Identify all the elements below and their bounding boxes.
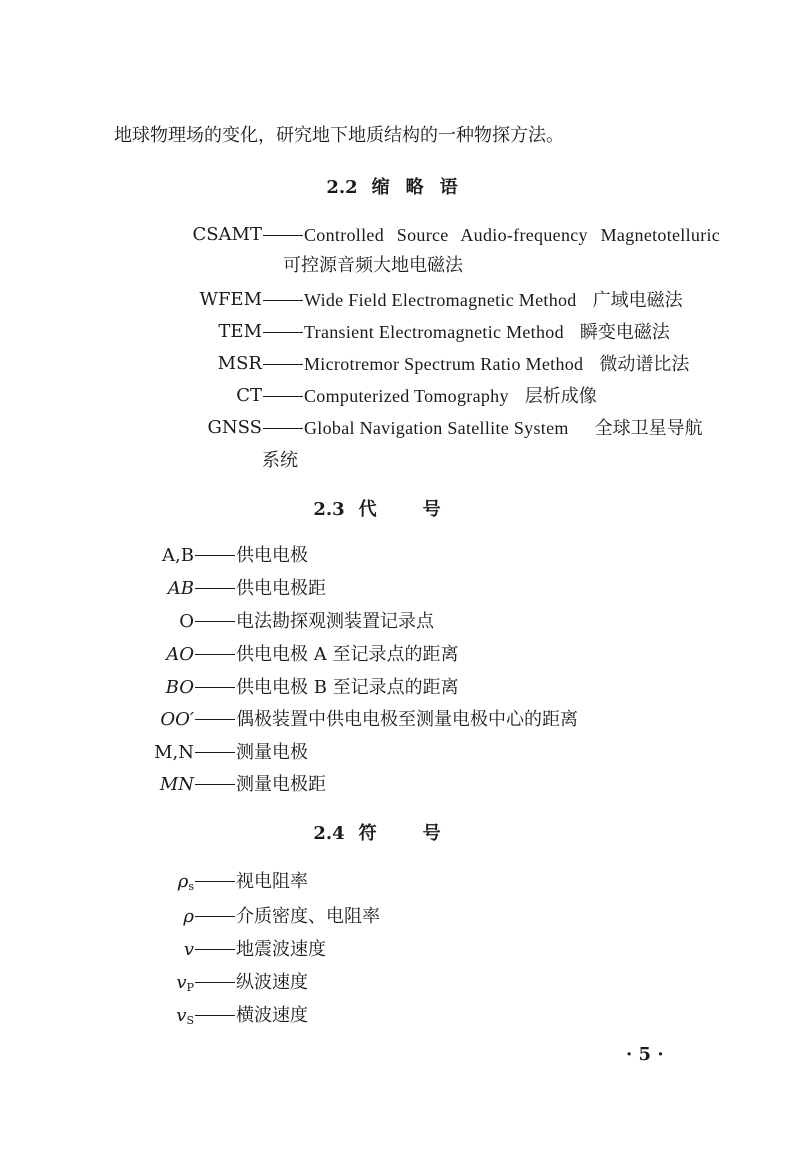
em-dash	[263, 396, 303, 397]
em-dash	[263, 235, 303, 236]
code-term: BO	[165, 677, 194, 698]
symbol-term: ρ	[183, 906, 194, 927]
em-dash	[263, 332, 303, 333]
page-number: · 5 ·	[626, 1044, 664, 1065]
code-description: 电法勘探观测装置记录点	[236, 611, 434, 632]
em-dash	[263, 364, 303, 365]
abbr-chinese: 全球卫星导航	[594, 418, 703, 439]
em-dash	[263, 428, 303, 429]
symbol-description: 横波速度	[236, 1005, 308, 1026]
code-description: 供电电极 B 至记录点的距离	[236, 677, 459, 698]
code-description: 供电电极 A 至记录点的距离	[236, 644, 459, 665]
em-dash	[195, 752, 235, 753]
code-description: 测量电极距	[236, 774, 326, 795]
abbr-term: WFEM	[199, 289, 262, 310]
code-term: AO	[166, 644, 194, 665]
em-dash	[195, 654, 235, 655]
abbr-term: CT	[236, 385, 262, 406]
abbr-term: GNSS	[207, 417, 262, 438]
symbol-description: 介质密度、电阻率	[236, 906, 380, 927]
symbol-description: 纵波速度	[236, 972, 308, 993]
abbr-chinese-continuation: 系统	[262, 450, 298, 471]
abbr-term: CSAMT	[192, 224, 262, 245]
em-dash	[195, 555, 235, 556]
code-term: OO′	[160, 709, 194, 730]
abbr-english: Computerized Tomography	[304, 386, 509, 406]
em-dash	[195, 1015, 235, 1016]
abbr-chinese: 可控源音频大地电磁法	[283, 255, 463, 276]
code-description: 供电电极距	[236, 578, 326, 599]
abbr-english: Controlled Source Audio-frequency Magnetotelluric	[304, 225, 721, 245]
code-term: M,N	[154, 742, 194, 763]
abbr-chinese: 瞬变电磁法	[579, 322, 670, 343]
em-dash	[195, 784, 235, 785]
symbol-term: $v_P$	[176, 972, 194, 994]
em-dash	[195, 881, 235, 882]
em-dash	[195, 916, 235, 917]
symbol-term: $v_S$	[176, 1005, 194, 1027]
em-dash	[195, 719, 235, 720]
code-term: MN	[159, 774, 194, 795]
symbol-description: 地震波速度	[236, 939, 326, 960]
section-heading-codes: 2.3 代号	[313, 499, 487, 520]
abbr-chinese: 微动谱比法	[599, 354, 690, 375]
section-heading-abbreviations: 2.2 缩略语	[326, 177, 474, 198]
abbr-chinese: 层析成像	[524, 386, 597, 407]
em-dash	[195, 687, 235, 688]
em-dash	[195, 982, 235, 983]
em-dash	[263, 300, 303, 301]
abbr-term: TEM	[218, 321, 262, 342]
abbr-english: Global Navigation Satellite System	[304, 418, 569, 438]
abbr-english: Transient Electromagnetic Method	[304, 322, 564, 342]
em-dash	[195, 949, 235, 950]
code-term: AB	[167, 578, 194, 599]
symbol-term: v	[183, 939, 194, 960]
em-dash	[195, 588, 235, 589]
abbr-english: Wide Field Electromagnetic Method	[304, 290, 577, 310]
symbol-description: 视电阻率	[236, 871, 308, 892]
intro-paragraph: 地球物理场的变化，研究地下地质结构的一种物探方法。	[114, 125, 564, 146]
code-term: A,B	[162, 545, 194, 566]
abbr-chinese: 广域电磁法	[592, 290, 683, 311]
em-dash	[195, 621, 235, 622]
code-description: 测量电极	[236, 742, 308, 763]
section-heading-symbols: 2.4 符号	[313, 823, 487, 844]
code-description: 偶极装置中供电电极至测量电极中心的距离	[236, 709, 578, 730]
abbr-term: MSR	[217, 353, 262, 374]
code-description: 供电电极	[236, 545, 308, 566]
abbr-english: Microtremor Spectrum Ratio Method	[304, 354, 584, 374]
symbol-term: $\rho_s$	[177, 871, 194, 893]
code-term: O	[179, 611, 194, 632]
